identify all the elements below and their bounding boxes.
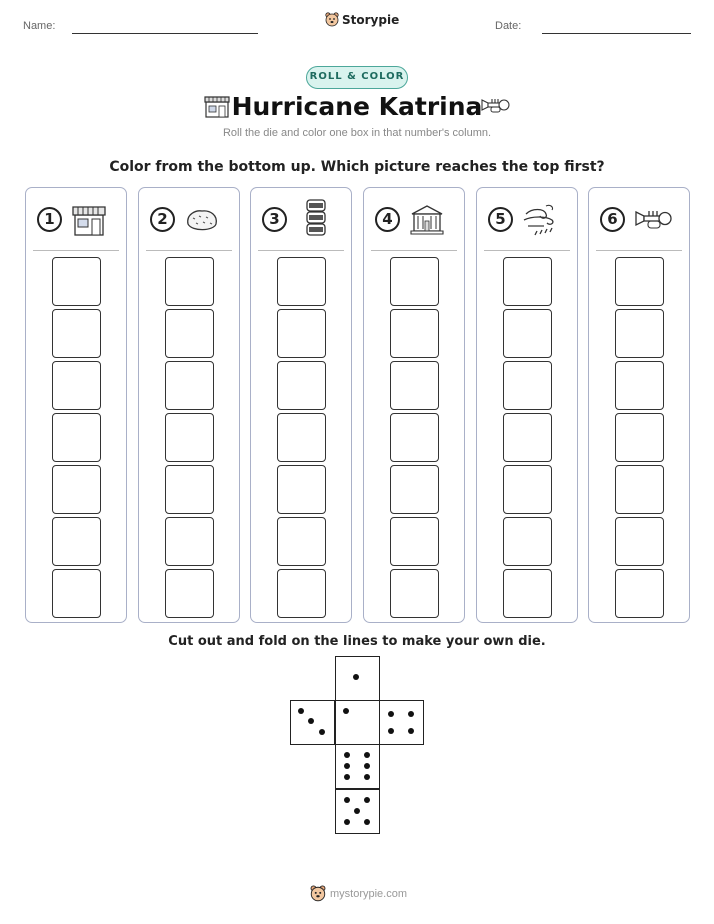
pip (388, 728, 394, 734)
color-box[interactable] (277, 569, 326, 618)
brand-logo (325, 12, 399, 28)
color-box[interactable] (390, 517, 439, 566)
storefront-icon (71, 204, 107, 236)
cut-instruction: Cut out and fold on the lines to make your own die. (168, 634, 546, 649)
pip (344, 763, 350, 769)
pip (343, 708, 349, 714)
color-box[interactable] (615, 517, 664, 566)
column-number: 3 (262, 207, 287, 232)
color-box[interactable] (390, 465, 439, 514)
color-box[interactable] (503, 465, 552, 514)
pip (388, 711, 394, 717)
color-box[interactable] (277, 413, 326, 462)
color-box[interactable] (390, 309, 439, 358)
footer (310, 885, 407, 903)
color-box[interactable] (165, 465, 214, 514)
footer-url[interactable]: mystorypie.com (330, 888, 408, 900)
column-number: 5 (488, 207, 513, 232)
color-box[interactable] (503, 361, 552, 410)
color-box[interactable] (503, 517, 552, 566)
page-subtitle: Roll the die and color one box in that number's column. (222, 127, 492, 139)
color-box[interactable] (52, 517, 101, 566)
pip (319, 729, 325, 735)
column-number: 4 (375, 207, 400, 232)
bear-mascot-icon (310, 885, 326, 903)
color-box[interactable] (503, 413, 552, 462)
canned-food-stack-icon (299, 198, 335, 238)
column-number: 1 (37, 207, 62, 232)
pip (408, 711, 414, 717)
wind-rain-icon (522, 204, 558, 238)
pip (344, 774, 350, 780)
color-box[interactable] (52, 257, 101, 306)
color-box[interactable] (503, 569, 552, 618)
color-box[interactable] (277, 257, 326, 306)
color-box[interactable] (503, 309, 552, 358)
die-face-3 (290, 700, 335, 745)
die-face-6 (335, 744, 380, 789)
date-line[interactable] (542, 33, 691, 34)
roll-and-color-tag: ROLL & COLOR (306, 66, 408, 89)
pip (354, 808, 360, 814)
color-box[interactable] (52, 465, 101, 514)
color-box[interactable] (165, 517, 214, 566)
main-instruction: Color from the bottom up. Which picture reaches the top first? (109, 159, 605, 175)
die-face-5 (335, 789, 380, 834)
color-box[interactable] (52, 361, 101, 410)
column-2 (138, 187, 240, 623)
name-label: Name: (23, 20, 56, 32)
die-face-1 (335, 656, 380, 701)
pip (344, 819, 350, 825)
color-box[interactable] (165, 413, 214, 462)
color-box[interactable] (165, 361, 214, 410)
pip (364, 752, 370, 758)
pip (408, 728, 414, 734)
color-box[interactable] (615, 569, 664, 618)
pip (364, 819, 370, 825)
column-1 (25, 187, 127, 623)
color-box[interactable] (165, 257, 214, 306)
color-box[interactable] (390, 569, 439, 618)
color-box[interactable] (390, 257, 439, 306)
color-box[interactable] (277, 465, 326, 514)
column-5 (476, 187, 578, 623)
trumpet-icon (634, 204, 674, 234)
color-box[interactable] (165, 309, 214, 358)
date-label: Date: (495, 20, 522, 32)
pip (364, 797, 370, 803)
color-box[interactable] (503, 257, 552, 306)
color-box[interactable] (277, 361, 326, 410)
bear-mascot-icon (325, 12, 339, 28)
pip (308, 718, 314, 724)
color-box[interactable] (52, 413, 101, 462)
building-icon (409, 204, 445, 236)
pip (364, 763, 370, 769)
color-box[interactable] (390, 413, 439, 462)
color-box[interactable] (165, 569, 214, 618)
pip (353, 674, 359, 680)
color-box[interactable] (52, 569, 101, 618)
color-box[interactable] (615, 361, 664, 410)
column-3 (250, 187, 352, 623)
die-face-4 (379, 700, 424, 745)
pip (344, 797, 350, 803)
column-6 (588, 187, 690, 623)
trumpet-icon (480, 94, 510, 116)
pip (364, 774, 370, 780)
pip (298, 708, 304, 714)
sandbag-icon (184, 204, 220, 236)
color-box[interactable] (277, 309, 326, 358)
color-box[interactable] (615, 465, 664, 514)
page-title: Hurricane Katrina (231, 92, 483, 121)
die-face-1 (335, 700, 380, 745)
color-box[interactable] (615, 309, 664, 358)
color-box[interactable] (615, 413, 664, 462)
brand-name: Storypie (342, 13, 400, 27)
color-box[interactable] (277, 517, 326, 566)
color-box[interactable] (52, 309, 101, 358)
name-line[interactable] (72, 33, 258, 34)
column-number: 6 (600, 207, 625, 232)
column-number: 2 (150, 207, 175, 232)
color-box[interactable] (615, 257, 664, 306)
pip (344, 752, 350, 758)
color-box[interactable] (390, 361, 439, 410)
column-4 (363, 187, 465, 623)
